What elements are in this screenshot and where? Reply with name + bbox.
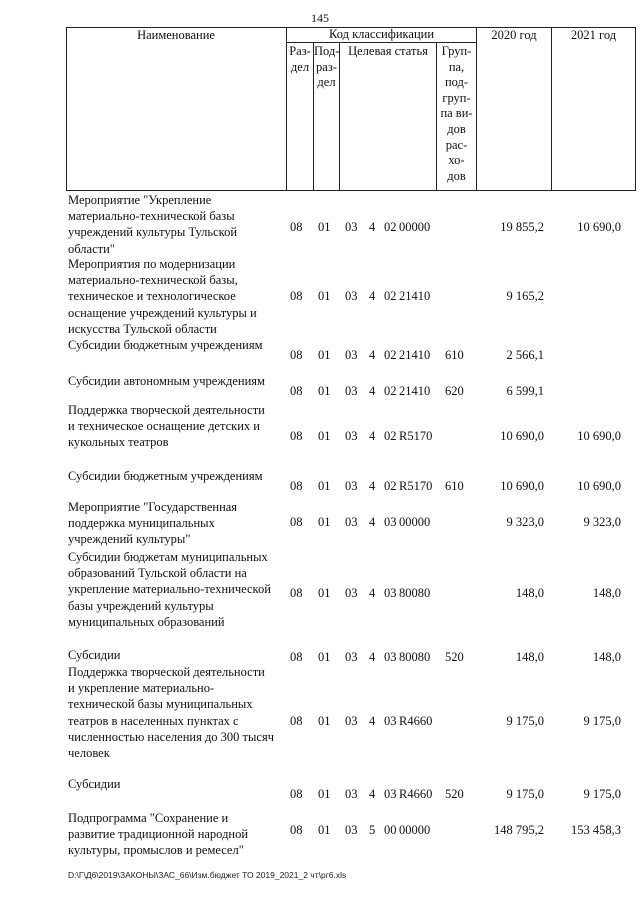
amount-2020: 148,0 bbox=[515, 586, 544, 600]
code-subsection: 01 bbox=[318, 429, 331, 443]
code-subsection: 01 bbox=[318, 714, 331, 728]
code-subsection: 01 bbox=[318, 787, 331, 801]
code-subprogram: 5 bbox=[369, 823, 376, 837]
row-name bbox=[68, 402, 290, 451]
header-vline bbox=[476, 27, 477, 191]
code-direction: R4660 bbox=[399, 714, 433, 728]
code-subprogram: 4 bbox=[369, 348, 376, 362]
row-name-line: и укрепление материально- bbox=[68, 681, 215, 696]
amount-2020: 9 175,0 bbox=[506, 787, 544, 801]
code-section: 08 bbox=[290, 220, 303, 234]
code-program: 03 bbox=[345, 714, 358, 728]
code-subprogram: 4 bbox=[369, 429, 376, 443]
amount-2020: 10 690,0 bbox=[500, 479, 544, 493]
code-subsection: 01 bbox=[318, 650, 331, 664]
code-program: 03 bbox=[345, 586, 358, 600]
row-name-line: учреждений культуры Тульской bbox=[68, 225, 238, 240]
code-section: 08 bbox=[290, 714, 303, 728]
code-subprogram: 4 bbox=[369, 787, 376, 801]
code-subprogram: 4 bbox=[369, 515, 376, 529]
header-vline bbox=[635, 27, 636, 191]
amount-2020: 148,0 bbox=[515, 650, 544, 664]
code-subprogram: 4 bbox=[369, 586, 376, 600]
amount-2021: 153 458,3 bbox=[571, 823, 621, 837]
header-expense-group-line: хо- bbox=[448, 153, 465, 168]
row-name bbox=[68, 499, 290, 548]
code-direction: 21410 bbox=[399, 289, 431, 303]
amount-2021: 9 175,0 bbox=[583, 787, 621, 801]
amount-2021: 9 323,0 bbox=[583, 515, 621, 529]
code-direction: 21410 bbox=[399, 348, 431, 362]
amount-2020: 2 566,1 bbox=[506, 348, 544, 362]
amount-2021: 10 690,0 bbox=[577, 479, 621, 493]
code-measure: 02 bbox=[384, 348, 397, 362]
amount-2021: 10 690,0 bbox=[577, 429, 621, 443]
header-expense-group-line: дов bbox=[447, 168, 466, 183]
row-name-line: театров в населенных пунктах с bbox=[68, 713, 239, 728]
code-measure: 03 bbox=[384, 714, 397, 728]
header-expense-group-line: па ви- bbox=[440, 106, 473, 121]
code-measure: 02 bbox=[384, 220, 397, 234]
code-subprogram: 4 bbox=[369, 479, 376, 493]
row-name-line: Подпрограмма "Сохранение и bbox=[68, 811, 229, 825]
code-measure: 02 bbox=[384, 384, 397, 398]
row-name-line: Поддержка творческой деятельности bbox=[68, 403, 265, 417]
code-program: 03 bbox=[345, 348, 358, 362]
code-measure: 03 bbox=[384, 515, 397, 529]
amount-2020: 19 855,2 bbox=[500, 220, 544, 234]
row-name-line: технической базы муниципальных bbox=[68, 697, 253, 712]
code-subsection: 01 bbox=[318, 515, 331, 529]
row-name bbox=[68, 256, 290, 337]
row-name-line: человек bbox=[68, 746, 110, 761]
row-name-line: Субсидии автономным учреждениям bbox=[68, 374, 265, 388]
row-name-line: Поддержка творческой деятельности bbox=[68, 665, 265, 679]
code-expense-type: 520 bbox=[445, 787, 464, 801]
file-path-footer: D:\Г\Д6\2019\ЗАКОНЫ\ЗАС_66\Изм.бюджет ТО 2019_2021_2 чт\рг6.xls bbox=[68, 870, 347, 880]
amount-2021: 10 690,0 bbox=[577, 220, 621, 234]
header-name: Наименование bbox=[137, 28, 215, 42]
code-section: 08 bbox=[290, 586, 303, 600]
header-year-2020: 2020 год bbox=[491, 28, 537, 42]
code-subsection: 01 bbox=[318, 586, 331, 600]
code-program: 03 bbox=[345, 479, 358, 493]
header-classification: Код классификации bbox=[328, 27, 435, 41]
row-name-line: области" bbox=[68, 241, 115, 256]
row-name bbox=[68, 337, 290, 353]
code-program: 03 bbox=[345, 787, 358, 801]
row-name-line: укрепление материально-технической bbox=[68, 582, 271, 597]
amount-2020: 9 165,2 bbox=[506, 289, 544, 303]
code-program: 03 bbox=[345, 220, 358, 234]
header-subsection-line: дел bbox=[317, 75, 336, 90]
code-subprogram: 4 bbox=[369, 384, 376, 398]
header-vline bbox=[66, 27, 67, 191]
code-section: 08 bbox=[290, 515, 303, 529]
header-section-line: Раз- bbox=[289, 44, 311, 58]
row-name bbox=[68, 192, 290, 257]
row-name-line: культуры, промыслов и ремесел" bbox=[68, 843, 244, 858]
code-subprogram: 4 bbox=[369, 220, 376, 234]
code-section: 08 bbox=[290, 289, 303, 303]
header-year-2021: 2021 год bbox=[570, 28, 617, 42]
row-name-line: Субсидии бюджетам муниципальных bbox=[68, 550, 268, 564]
code-subprogram: 4 bbox=[369, 650, 376, 664]
code-program: 03 bbox=[345, 384, 358, 398]
header-expense-group-line: дов bbox=[447, 121, 466, 136]
code-measure: 02 bbox=[384, 289, 397, 303]
header-section-line: дел bbox=[290, 59, 310, 74]
code-direction: R5170 bbox=[399, 429, 433, 443]
code-subprogram: 4 bbox=[369, 289, 376, 303]
code-direction: R4660 bbox=[399, 787, 433, 801]
code-program: 03 bbox=[345, 429, 358, 443]
row-name bbox=[68, 776, 290, 792]
code-subsection: 01 bbox=[318, 220, 331, 234]
row-name-line: и техническое оснащение детских и bbox=[68, 419, 260, 434]
code-section: 08 bbox=[290, 429, 303, 443]
header-expense-group-line: Груп- bbox=[441, 44, 472, 58]
row-name-line: Субсидии бюджетным учреждениям bbox=[68, 469, 263, 483]
code-expense-type: 610 bbox=[445, 348, 464, 362]
page-number: 145 bbox=[311, 11, 329, 25]
code-program: 03 bbox=[345, 515, 358, 529]
amount-2021: 9 175,0 bbox=[583, 714, 621, 728]
code-subsection: 01 bbox=[318, 289, 331, 303]
row-name bbox=[68, 647, 290, 663]
row-name-line: Мероприятия по модернизации bbox=[68, 257, 236, 271]
row-name bbox=[68, 373, 290, 389]
header-target-article: Целевая статья bbox=[348, 44, 428, 58]
amount-2020: 9 175,0 bbox=[506, 714, 544, 728]
table-header bbox=[66, 27, 636, 191]
code-section: 08 bbox=[290, 479, 303, 493]
code-direction: 00000 bbox=[399, 515, 431, 529]
header-expense-group-line: под- bbox=[444, 75, 469, 90]
row-name bbox=[68, 549, 290, 630]
code-section: 08 bbox=[290, 650, 303, 664]
amount-2020: 10 690,0 bbox=[500, 429, 544, 443]
header-expense-group-line: груп- bbox=[442, 90, 471, 105]
header-expense-group-line: па, bbox=[448, 59, 465, 74]
amount-2020: 148 795,2 bbox=[494, 823, 544, 837]
header-expense-group-line: рас- bbox=[445, 137, 468, 152]
code-subsection: 01 bbox=[318, 384, 331, 398]
code-measure: 00 bbox=[384, 823, 397, 837]
code-measure: 02 bbox=[384, 429, 397, 443]
code-program: 03 bbox=[345, 289, 358, 303]
code-measure: 03 bbox=[384, 650, 397, 664]
row-name-line: Субсидии bbox=[68, 648, 121, 662]
code-measure: 02 bbox=[384, 479, 397, 493]
row-name bbox=[68, 664, 290, 761]
row-name-line: Субсидии bbox=[68, 777, 121, 791]
row-name-line: техническое и технологическое bbox=[68, 289, 236, 304]
header-vline bbox=[339, 42, 340, 191]
code-section: 08 bbox=[290, 823, 303, 837]
row-name bbox=[68, 810, 290, 859]
row-name-line: материально-технической базы bbox=[68, 209, 235, 224]
code-direction: 21410 bbox=[399, 384, 431, 398]
code-direction: 80080 bbox=[399, 650, 431, 664]
row-name bbox=[68, 468, 290, 484]
amount-2020: 6 599,1 bbox=[506, 384, 544, 398]
row-name-line: оснащение учреждений культуры и bbox=[68, 305, 257, 320]
row-name-line: материально-технической базы, bbox=[68, 273, 238, 288]
row-name-line: кукольных театров bbox=[68, 435, 169, 450]
amount-2020: 9 323,0 bbox=[506, 515, 544, 529]
code-direction: 00000 bbox=[399, 823, 431, 837]
code-direction: R5170 bbox=[399, 479, 433, 493]
row-name-line: Мероприятие "Государственная bbox=[68, 500, 238, 514]
row-name-line: Субсидии бюджетным учреждениям bbox=[68, 338, 263, 352]
code-subsection: 01 bbox=[318, 348, 331, 362]
row-name-line: поддержка муниципальных bbox=[68, 516, 215, 531]
code-direction: 00000 bbox=[399, 220, 431, 234]
code-subsection: 01 bbox=[318, 479, 331, 493]
row-name-line: муниципальных образований bbox=[68, 614, 225, 629]
code-subprogram: 4 bbox=[369, 714, 376, 728]
code-measure: 03 bbox=[384, 586, 397, 600]
row-name-line: искусства Тульской области bbox=[68, 321, 217, 336]
code-expense-type: 610 bbox=[445, 479, 464, 493]
code-expense-type: 620 bbox=[445, 384, 464, 398]
code-subsection: 01 bbox=[318, 823, 331, 837]
row-name-line: учреждений культуры" bbox=[68, 532, 191, 547]
amount-2021: 148,0 bbox=[592, 586, 621, 600]
code-measure: 03 bbox=[384, 787, 397, 801]
row-name-line: развитие традиционной народной bbox=[68, 827, 249, 842]
code-program: 03 bbox=[345, 650, 358, 664]
amount-2021: 148,0 bbox=[592, 650, 621, 664]
code-expense-type: 520 bbox=[445, 650, 464, 664]
header-subsection-line: раз- bbox=[316, 59, 337, 74]
row-name-line: образований Тульской области на bbox=[68, 566, 247, 581]
code-direction: 80080 bbox=[399, 586, 431, 600]
code-section: 08 bbox=[290, 787, 303, 801]
header-vline bbox=[551, 27, 552, 191]
code-program: 03 bbox=[345, 823, 358, 837]
row-name-line: численностью населения до 300 тысяч bbox=[68, 729, 275, 744]
header-subsection-line: Под- bbox=[314, 44, 340, 58]
code-section: 08 bbox=[290, 384, 303, 398]
row-name-line: базы учреждений культуры bbox=[68, 598, 214, 613]
row-name-line: Мероприятие "Укрепление bbox=[68, 193, 212, 207]
code-section: 08 bbox=[290, 348, 303, 362]
